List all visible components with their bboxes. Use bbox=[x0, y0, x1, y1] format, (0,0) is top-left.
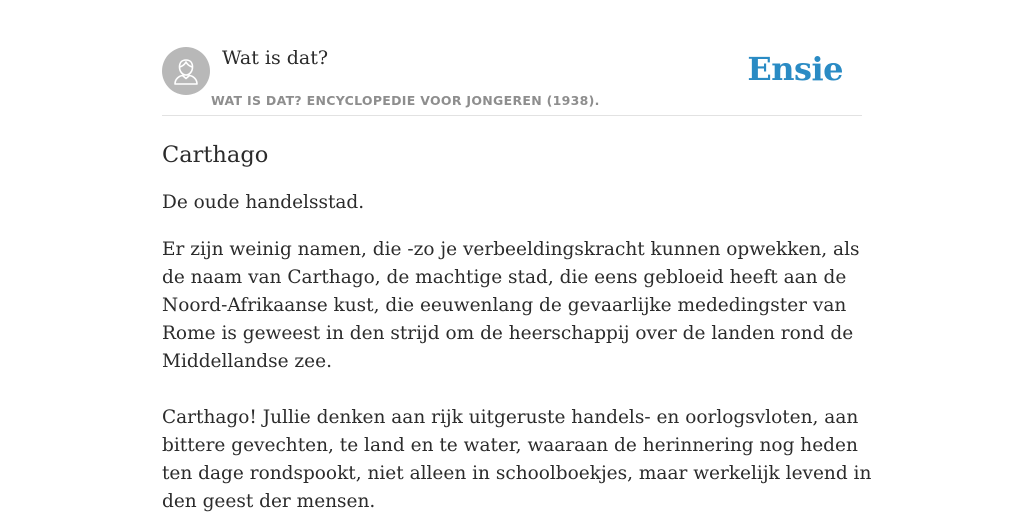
article bbox=[162, 138, 872, 512]
ensie-logo[interactable]: Ensie bbox=[747, 50, 843, 88]
user-icon[interactable] bbox=[162, 47, 210, 95]
user-icon-graphic bbox=[162, 47, 210, 95]
source-subtitle: WAT IS DAT? ENCYCLOPEDIE VOOR JONGEREN (1938). bbox=[211, 93, 600, 108]
source-title[interactable]: Wat is dat? bbox=[222, 47, 329, 69]
source-header bbox=[162, 46, 862, 116]
article-title: Carthago bbox=[162, 142, 269, 168]
article-lead: De oude handelsstad. bbox=[162, 192, 365, 213]
article-paragraph: Carthago! Jullie denken aan rijk uitgeruste handels- en oorlogsvloten, aan bittere gevechten, te land en te water, waaraan de herinnering nog heden ten dage rondspookt, niet alleen in schoolboekjes, maar werkelijk levend in den geest der mensen. bbox=[162, 407, 872, 512]
article-paragraph: Er zijn weinig namen, die -zo je verbeeldingskracht kunnen opwekken, als de naam van Carthago, de machtige stad, die eens gebloeid heeft aan de Noord-Afrikaanse kust, die eeuwenlang de gevaarlijke mededingster van Rome is geweest in den strijd om de heerschappij over de landen rond de Middellandse zee. bbox=[162, 239, 860, 372]
